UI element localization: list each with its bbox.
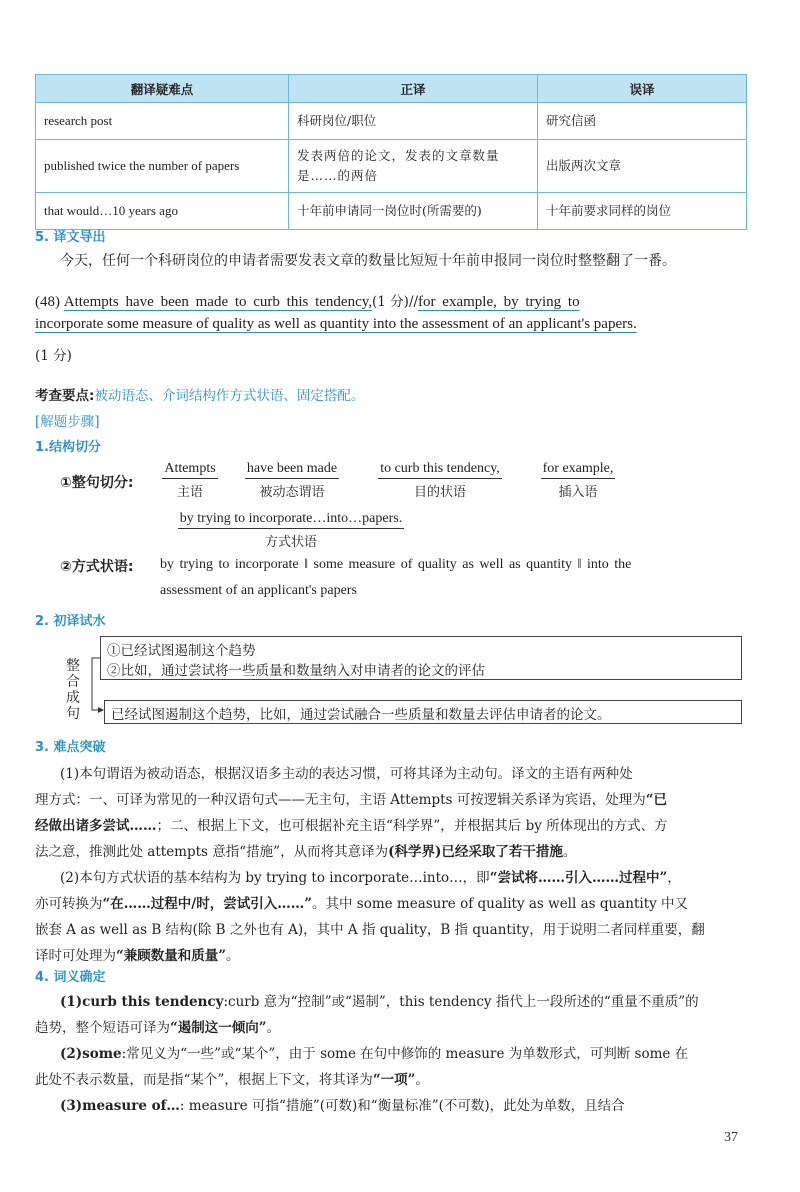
s3-p1-text: 。 bbox=[562, 844, 577, 860]
table-cell: published twice the number of papers bbox=[36, 140, 289, 193]
s3-p1-text: 法之意，推测此处 attempts 意指“措施”，从而将其意译为 bbox=[35, 844, 389, 860]
s4-bold: “遏制这一倾向” bbox=[170, 1020, 267, 1036]
manner-line2: assessment of an applicant's papers bbox=[160, 583, 357, 598]
question-score2: (1 分) bbox=[35, 348, 72, 364]
s4-text: 。 bbox=[415, 1072, 429, 1088]
s3-p2-bold: “兼顾数量和质量” bbox=[116, 948, 227, 964]
s3-p2-text: 亦可转换为 bbox=[35, 896, 103, 912]
s3-p2-line2 bbox=[35, 892, 688, 912]
s3-p1-text: ；二、根据上下文，也可根据补充主语“科学界”，并根据其后 by 所体现出的方式、方 bbox=[156, 818, 668, 834]
combine-char: 成 bbox=[66, 690, 80, 706]
table-row bbox=[36, 193, 747, 230]
manner-label: ②方式状语: bbox=[60, 559, 134, 575]
s4-text: 。 bbox=[266, 1020, 281, 1036]
s3-p1-bold: 经做出诸多尝试…… bbox=[35, 818, 157, 834]
question-48-line2 bbox=[35, 316, 637, 333]
s3-p2-text: 。 bbox=[226, 948, 240, 964]
s4-p1-line1 bbox=[60, 990, 699, 1010]
section-4-title: 4. 词义确定 bbox=[35, 970, 106, 985]
question-score1: (1 分)// bbox=[372, 294, 419, 310]
s3-p2-text: 译时可处理为 bbox=[35, 948, 116, 964]
segment-label: 目的状语 bbox=[413, 485, 466, 500]
s4-text: :curb 意为“控制”或“遏制”，this tendency 指代上一段所述的“重量不重质”的 bbox=[223, 994, 699, 1010]
draft-line1: ①已经试图遏制这个趋势 bbox=[107, 643, 256, 659]
combined-result-box bbox=[104, 700, 742, 724]
table-row bbox=[36, 140, 747, 193]
s4-p1-line2 bbox=[35, 1016, 280, 1036]
table-cell: that would…10 years ago bbox=[36, 193, 289, 230]
steps-label: [解题步骤] bbox=[35, 414, 100, 430]
s3-p1-bold: “已 bbox=[645, 792, 667, 808]
draft-line2: ②比如，通过尝试将一些质量和数量纳入对申请者的论文的评估 bbox=[107, 663, 485, 679]
table-header: 误译 bbox=[538, 75, 747, 103]
segment-text: for example, bbox=[541, 461, 616, 479]
section-3-title: 3. 难点突破 bbox=[35, 740, 106, 755]
s4-text: 趋势，整个短语可译为 bbox=[35, 1020, 170, 1036]
combine-label bbox=[66, 658, 82, 722]
table-cell: 十年前申请同一岗位时(所需要的) bbox=[289, 193, 538, 230]
segment-subject bbox=[157, 460, 223, 500]
s4-p2-line2 bbox=[35, 1068, 429, 1088]
s3-p1-text: 理方式：一、可译为常见的一种汉语句式——无主句，主语 Attempts 可按逻辑关系译为宾语，处理为 bbox=[35, 792, 646, 808]
s3-p2-bold: “在……过程中/时，尝试引入……” bbox=[102, 896, 312, 912]
table-cell: 科研岗位/职位 bbox=[289, 103, 538, 140]
s4-term: (3)measure of… bbox=[60, 1098, 180, 1114]
s4-p2-line1 bbox=[60, 1042, 688, 1062]
s3-p2-text: (2)本句方式状语的基本结构为 by trying to incorporate…into…，即 bbox=[60, 870, 490, 886]
table-cell: 出版两次文章 bbox=[538, 140, 747, 193]
exam-points bbox=[35, 384, 364, 404]
translation-table bbox=[35, 74, 747, 230]
section-2-title: 2. 初译试水 bbox=[35, 614, 106, 629]
manner-line1: by trying to incorporate ‖ some measure of quality as well as quantity ‖ into the bbox=[160, 557, 632, 572]
combined-result: 已经试图遏制这个趋势，比如，通过尝试融合一些质量和数量去评估申请者的论文。 bbox=[111, 707, 611, 723]
segment-text: Attempts bbox=[162, 461, 217, 479]
section-5-text: 今天，任何一个科研岗位的申请者需要发表文章的数量比短短十年前申报同一岗位时整整翻了一番。 bbox=[60, 253, 676, 269]
s3-p1-line4 bbox=[35, 840, 576, 860]
s3-p1-line2 bbox=[35, 788, 667, 808]
segment-label: 插入语 bbox=[558, 485, 598, 500]
table-row bbox=[36, 103, 747, 140]
section-1-title: 1.结构切分 bbox=[35, 440, 101, 455]
question-48-line1 bbox=[35, 290, 580, 311]
segment-label: 主语 bbox=[176, 485, 203, 500]
segment-label: 被动态谓语 bbox=[259, 485, 325, 500]
draft-box bbox=[100, 636, 742, 680]
segment-purpose bbox=[360, 460, 520, 500]
s3-p2-line1 bbox=[60, 866, 681, 886]
segment-text: to curb this tendency, bbox=[378, 461, 502, 479]
table-cell: research post bbox=[36, 103, 289, 140]
s4-text: : measure 可指“措施”(可数)和“衡量标准”(不可数)，此处为单数，且结合 bbox=[179, 1098, 625, 1114]
s4-text: :常见义为“一些”或“某个”，由于 some 在句中修饰的 measure 为单数形式，可判断 some 在 bbox=[121, 1046, 689, 1062]
s4-term: (2)some bbox=[60, 1046, 122, 1062]
question-part2a: for example, by trying to bbox=[418, 294, 580, 310]
s3-p2-line3: 嵌套 A as well as B 结构(除 B 之外也有 A)，其中 A 指 quality，B 指 quantity，用于说明二者同样重要，翻 bbox=[35, 922, 705, 938]
segment-manner bbox=[156, 510, 426, 550]
section-5-title: 5. 译文导出 bbox=[35, 230, 106, 245]
table-header-row bbox=[36, 75, 747, 103]
combine-char: 整 bbox=[66, 658, 80, 674]
segment-predicate bbox=[233, 460, 351, 500]
s3-p1-line1: (1)本句谓语为被动语态，根据汉语多主动的表达习惯，可将其译为主动句。译文的主语有两种处 bbox=[60, 766, 633, 782]
s3-p2-text: 。其中 some measure of quality as well as quantity 中又 bbox=[311, 896, 689, 912]
table-header: 正译 bbox=[289, 75, 538, 103]
s3-p2-text: ， bbox=[667, 870, 681, 886]
s4-bold: “一项” bbox=[372, 1072, 416, 1088]
s3-p2-line4 bbox=[35, 944, 240, 964]
combine-arrow-icon bbox=[82, 656, 104, 716]
exam-points-label: 考查要点: bbox=[35, 388, 95, 404]
segment-text: have been made bbox=[245, 461, 339, 479]
s4-p3-line1 bbox=[60, 1094, 625, 1114]
s4-term: (1)curb this tendency bbox=[60, 994, 224, 1010]
s3-p2-bold: “尝试将……引入……过程中” bbox=[489, 870, 668, 886]
table-header: 翻译疑难点 bbox=[36, 75, 289, 103]
exam-points-text: 被动语态、介词结构作方式状语、固定搭配。 bbox=[94, 388, 365, 404]
s4-text: 此处不表示数量，而是指“某个”，根据上下文，将其译为 bbox=[35, 1072, 373, 1088]
whole-sentence-label: ①整句切分: bbox=[60, 475, 134, 491]
s3-p1-bold: (科学界)已经采取了若干措施 bbox=[388, 844, 563, 860]
table-cell: 发表两倍的论文，发表的文章数量是……的两倍 bbox=[289, 140, 538, 193]
segment-label: 方式状语 bbox=[264, 535, 317, 550]
table-cell: 研究信函 bbox=[538, 103, 747, 140]
question-number: (48) bbox=[35, 294, 60, 310]
segment-text: by trying to incorporate…into…papers. bbox=[178, 511, 404, 529]
s3-p1-line3 bbox=[35, 814, 668, 834]
segment-insertion bbox=[530, 460, 626, 500]
table-cell: 十年前要求同样的岗位 bbox=[538, 193, 747, 230]
combine-char: 合 bbox=[66, 674, 80, 690]
page-number: 37 bbox=[724, 1130, 738, 1145]
combine-char: 句 bbox=[66, 706, 80, 722]
question-part1: Attempts have been made to curb this tendency, bbox=[63, 294, 373, 310]
question-part2b: incorporate some measure of quality as well as quantity into the assessment of an applicant's papers. bbox=[35, 316, 637, 332]
